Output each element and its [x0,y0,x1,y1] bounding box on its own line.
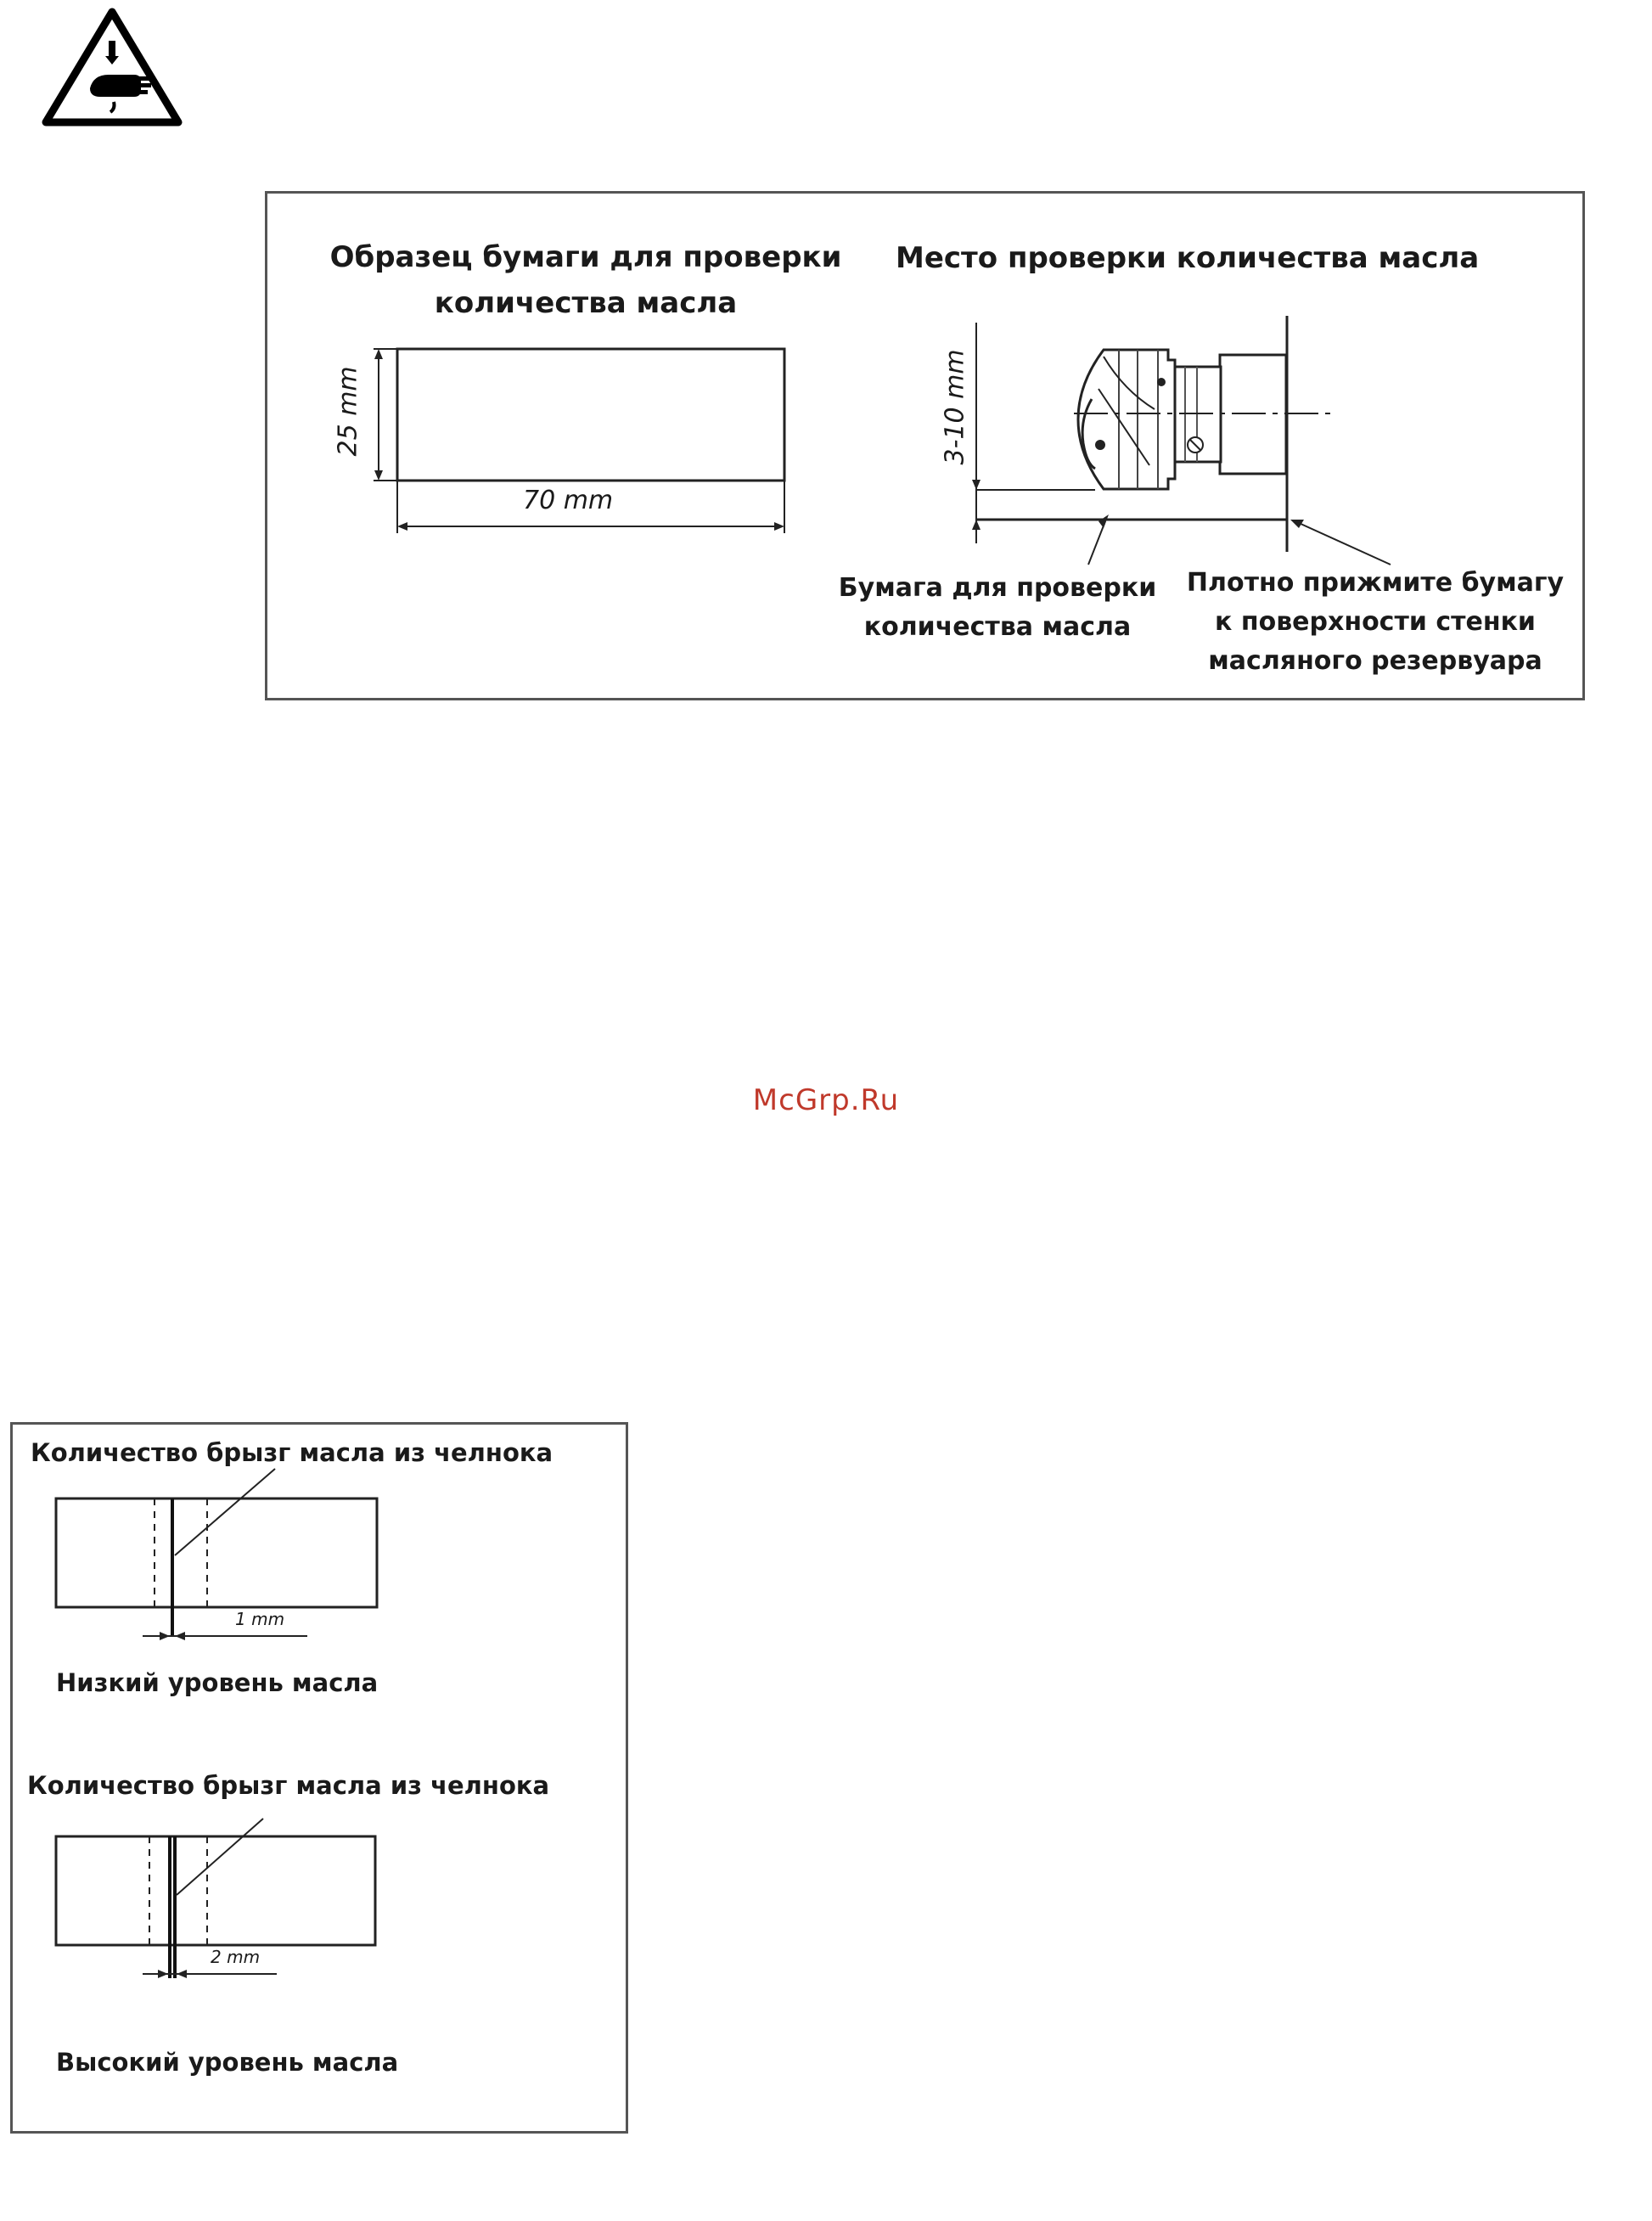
press-paper-label-line1: Плотно прижмите бумагу [1186,568,1565,598]
check-range-dimension: 3-10 mm [940,349,970,465]
press-paper-label-line3: масляного резервуара [1208,646,1542,676]
low-splash-title: Количество брызг масла из челнока [31,1438,553,1467]
high-oil-caption: Высокий уровень масла [56,2048,399,2077]
low-splash-dimension: 1 mm [235,1609,285,1629]
high-splash-dimension: 2 mm [211,1947,261,1967]
paper-label [828,569,1167,647]
paper-label-line2: количества масла [863,612,1132,642]
low-oil-caption: Низкий уровень масла [56,1668,379,1697]
high-splash-title: Количество брызг масла из челнока [27,1771,550,1800]
press-paper-label [1180,564,1571,681]
paper-sample-title-line1: Образец бумаги для проверки [329,240,842,274]
press-paper-label-line2: к поверхности стенки [1215,607,1536,637]
paper-label-line1: Бумага для проверки [838,573,1157,603]
watermark: McGrp.Ru [752,1083,900,1117]
hand-caution-icon [42,7,183,126]
paper-sample-title-line2: количества масла [434,286,738,320]
paper-height-dimension: 25 mm [333,366,363,457]
paper-width-dimension: 70 mm [523,486,614,515]
paper-sample-title [314,234,857,326]
check-location-title: Место проверки количества масла [896,241,1480,275]
